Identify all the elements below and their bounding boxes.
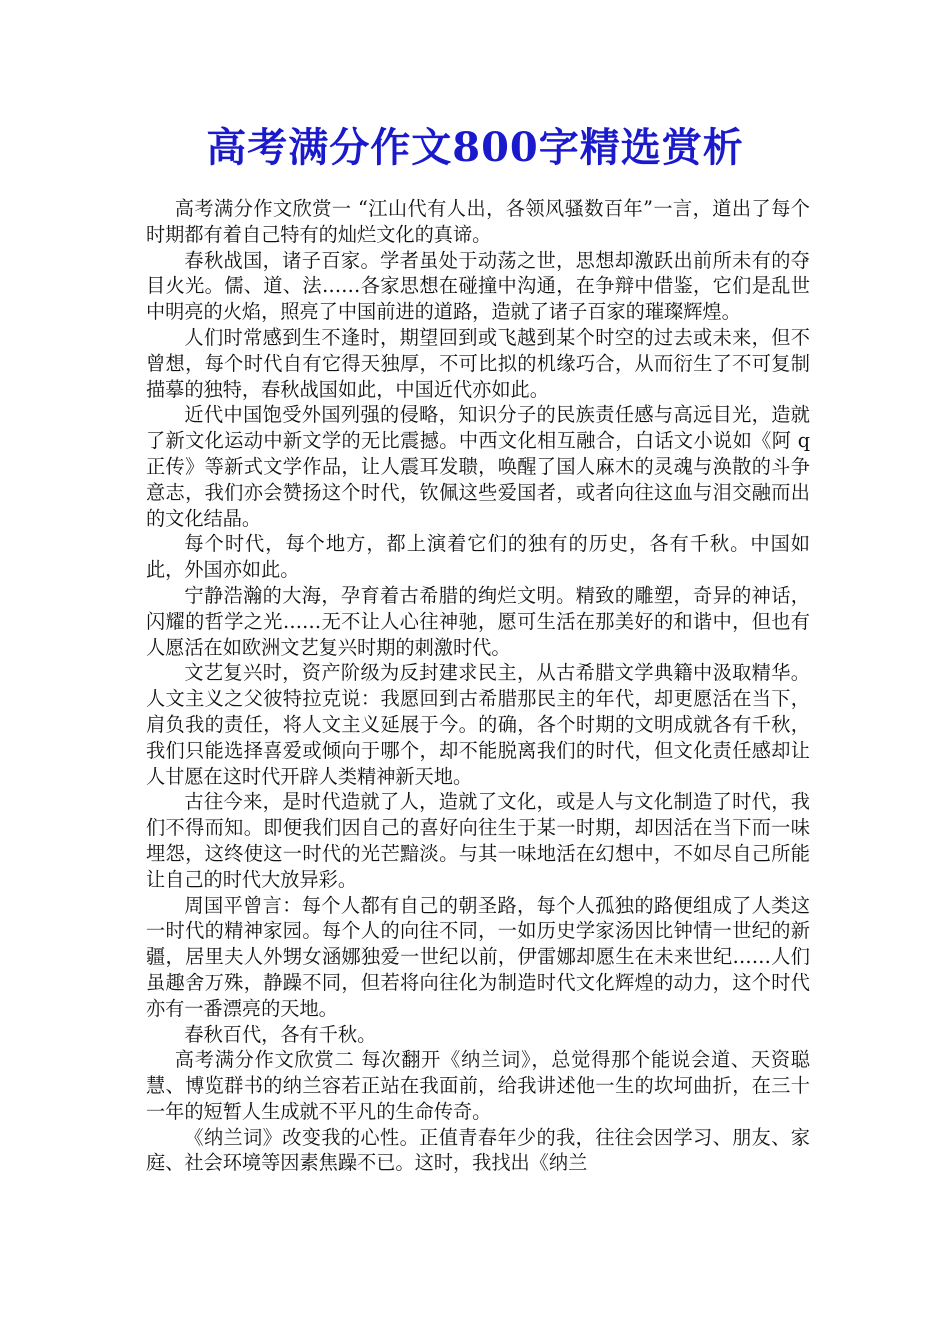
paragraph-closing-line: 春秋百代，各有千秋。 xyxy=(184,1022,377,1046)
paragraph: 宁静浩瀚的大海，孕育着古希腊的绚烂文明。精致的雕塑，奇异的神话，闪耀的哲学之光……无不让人心往神驰，愿可生活在那美好的和谐中，但也有人愿活在如欧洲文艺复兴时期的刺激时代。 xyxy=(146,583,810,659)
paragraph: 春秋战国，诸子百家。学者虽处于动荡之世，思想却激跃出前所未有的夺目火光。儒、道、法……各家思想在碰撞中沟通，在争辩中借鉴，它们是乱世中明亮的火焰，照亮了中国前进的道路，造就了诸子百家的璀璨辉煌。 xyxy=(146,248,810,324)
paragraph: 周国平曾言：每个人都有自己的朝圣路，每个人孤独的路便组成了人类这一时代的精神家园。每个人的向往不同，一如历史学家汤因比钟情一世纪的新疆，居里夫人外甥女涵娜独爱一世纪以前，伊雷娜却愿生在未来世纪……人们虽趣舍万殊，静躁不同，但若将向往化为制造时代文化辉煌的动力，这个时代亦有一番漂亮的天地。 xyxy=(146,893,810,1020)
paragraph: 《纳兰词》改变我的心性。正值青春年少的我，往往会因学习、朋友、家庭、社会环境等因素焦躁不已。这时，我找出《纳兰 xyxy=(146,1125,810,1175)
paragraph: 古往今来，是时代造就了人，造就了文化，或是人与文化制造了时代，我们不得而知。即便我们因自己的喜好向往生于某一时期，却因活在当下而一味埋怨，这终使这一时代的光芒黯淡。与其一味地活在幻想中，不如尽自己所能让自己的时代大放异彩。 xyxy=(146,790,810,891)
paragraph: 人们时常感到生不逢时，期望回到或飞越到某个时空的过去或未来，但不曾想，每个时代自有它得天独厚，不可比拟的机缘巧合，从而衍生了不可复制描摹的独特，春秋战国如此，中国近代亦如此。 xyxy=(146,325,810,401)
document-body xyxy=(146,196,810,1176)
paragraph-essay1-intro: 高考满分作文欣赏一 “江山代有人出，各领风骚数百年”一言，道出了每个时期都有着自己特有的灿烂文化的真谛。 xyxy=(146,197,810,246)
paragraph-essay2-intro: 高考满分作文欣赏二 每次翻开《纳兰词》，总觉得那个能说会道、天资聪慧、博览群书的纳兰容若正站在我面前，给我讲述他一生的坎坷曲折，在三十一年的短暂人生成就不平凡的生命传奇。 xyxy=(146,1048,810,1123)
paragraph: 近代中国饱受外国列强的侵略，知识分子的民族责任感与高远目光，造就了新文化运动中新文学的无比震撼。中西文化相互融合，白话文小说如《阿 q 正传》等新式文学作品，让人震耳发聩，唤醒了国人麻木的灵魂与涣散的斗争意志，我们亦会赞扬这个时代，钦佩这些爱国者，或者向往这血与泪交融而出的文化结晶。 xyxy=(146,403,810,530)
paragraph: 每个时代，每个地方，都上演着它们的独有的历史，各有千秋。中国如此，外国亦如此。 xyxy=(146,532,810,582)
paragraph: 文艺复兴时，资产阶级为反封建求民主，从古希腊文学典籍中汲取精华。人文主义之父彼特拉克说：我愿回到古希腊那民主的年代，却更愿活在当下，肩负我的责任，将人文主义延展于今。的确，各个时期的文明成就各有千秋，我们只能选择喜爱或倾向于哪个，却不能脱离我们的时代，但文化责任感却让人甘愿在这时代开辟人类精神新天地。 xyxy=(146,661,810,788)
document-title: 高考满分作文800字精选赏析 xyxy=(206,124,744,171)
